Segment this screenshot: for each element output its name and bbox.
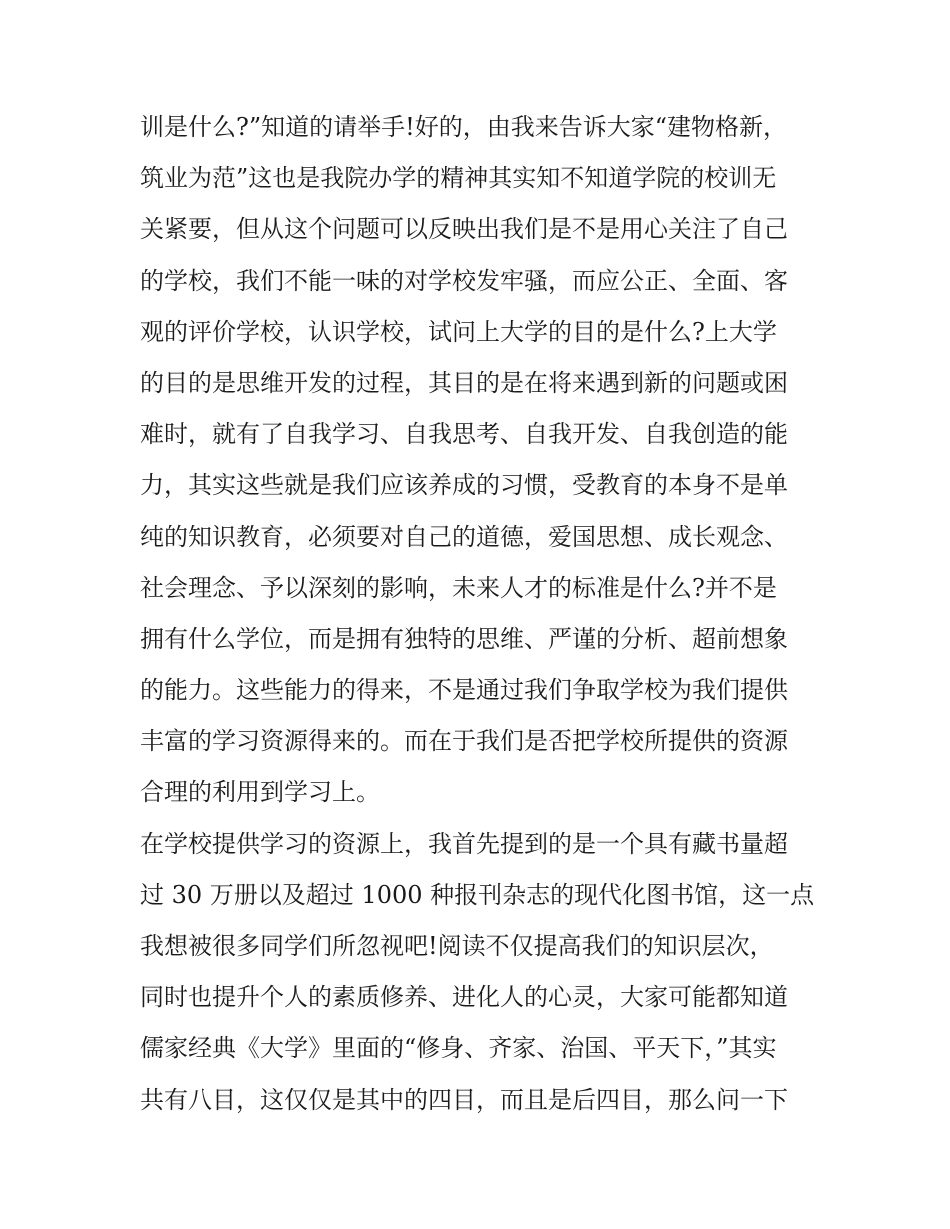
text-line: 的学校，我们不能一味的对学校发牢骚，而应公正、全面、客 — [140, 266, 788, 295]
text-line: 力，其实这些就是我们应该养成的习惯，受教育的本身不是单 — [140, 471, 788, 500]
text-line: 合理的利用到学习上。 — [140, 778, 380, 807]
text-line: 在学校提供学习的资源上，我首先提到的是一个具有藏书量超 — [140, 829, 788, 858]
text-line: 筑业为范”这也是我院办学的精神其实知不知道学院的校训无 — [140, 164, 777, 193]
text-line: 的目的是思维开发的过程，其目的是在将来遇到新的问题或困 — [140, 368, 788, 397]
text-line: 丰富的学习资源得来的。而在于我们是否把学校所提供的资源 — [140, 727, 788, 756]
text-line: 同时也提升个人的素质修养、进化人的心灵，大家可能都知道 — [140, 983, 788, 1012]
text-line: 社会理念、予以深刻的影响，未来人才的标准是什么?并不是 — [140, 573, 777, 602]
text-line: 纯的知识教育，必须要对自己的道德，爱国思想、成长观念、 — [140, 522, 788, 551]
text-line: 难时，就有了自我学习、自我思考、自我开发、自我创造的能 — [140, 420, 788, 449]
text-line: 关紧要，但从这个问题可以反映出我们是不是用心关注了自己 — [140, 215, 788, 244]
text-line: 共有八目，这仅仅是其中的四目，而且是后四目，那么问一下 — [140, 1085, 788, 1114]
text-line: 拥有什么学位，而是拥有独特的思维、严谨的分析、超前想象 — [140, 624, 788, 653]
body-text — [140, 102, 820, 1126]
text-line: 训是什么?”知道的请举手!好的，由我来告诉大家“建物格新， — [140, 113, 788, 141]
text-line: 观的评价学校，认识学校，试问上大学的目的是什么?上大学 — [140, 317, 777, 346]
text-line: 的能力。这些能力的得来，不是通过我们争取学校为我们提供 — [140, 676, 788, 705]
text-line: 过 30 万册以及超过 1000 种报刊杂志的现代化图书馆，这一点 — [140, 880, 815, 909]
text-line: 我想被很多同学们所忽视吧!阅读不仅提高我们的知识层次， — [140, 932, 774, 960]
text-line: 儒家经典《大学》里面的“修身、齐家、治国、平天下，”其实 — [140, 1034, 777, 1063]
